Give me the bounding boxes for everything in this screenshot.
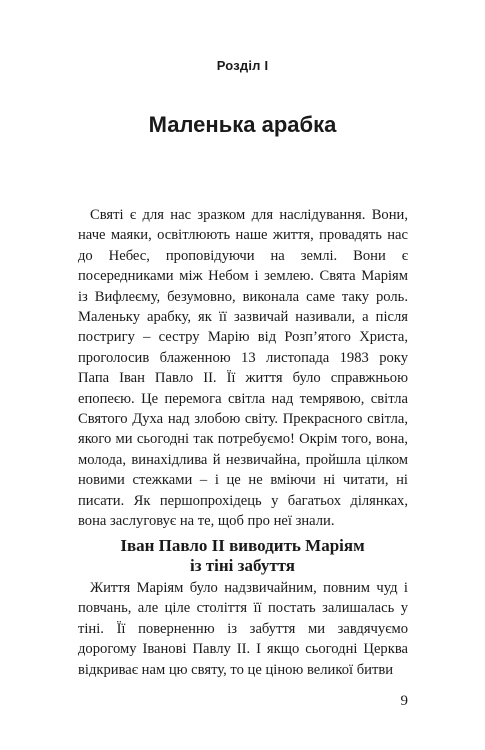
section-heading	[0, 536, 485, 576]
section-heading-line-1: Іван Павло II виводить Маріям	[120, 536, 365, 555]
intro-paragraph: Святі є для нас зразком для наслідування. Вони, наче маяки, освітлюють наше життя, провадять нас до Небес, проповідуючи на землі. Вони є посередниками між Небом і землею. Свята Маріям із Вифлеєму, безумовно, виконала саме таку роль. Маленьку арабку, як її зазвичай називали, а після постригу – сестру Марію від Розп’ятого Христа, проголосив блаженною 13 листопада 1983 року Папа Іван Павло II. Її життя було справжньою епопеєю. Це перемога світла над темрявою, світла Святого Духа над злобою світу. Прекрасного світла, якого ми сьогодні так потребуємо! Окрім того, вона, молода, винахідлива й незвичайна, пройшла цілком новими стежками – і це не вміючи ні читати, ні писати. Як першопрохідець у багатьох ділянках, вона заслуговує на те, щоб про неї знали.	[78, 207, 408, 530]
page-number: 9	[400, 693, 408, 709]
chapter-label: Розділ I	[216, 58, 269, 73]
chapter-title: Маленька арабка	[148, 112, 337, 137]
section-heading-line-2: із тіні забуття	[189, 556, 295, 575]
intro-paragraph-block	[78, 205, 408, 532]
section-paragraph: Життя Маріям було надзвичайним, повним чуд і повчань, але ціле століття її постать залишалась у тіні. Її поверненню із забуття ми завдячуємо дорогому Іванові Павлу II. І якщо сьогодні Церква відкриває нам цю святу, то це ціною великої битви	[78, 580, 408, 678]
section-paragraph-block	[78, 578, 408, 680]
